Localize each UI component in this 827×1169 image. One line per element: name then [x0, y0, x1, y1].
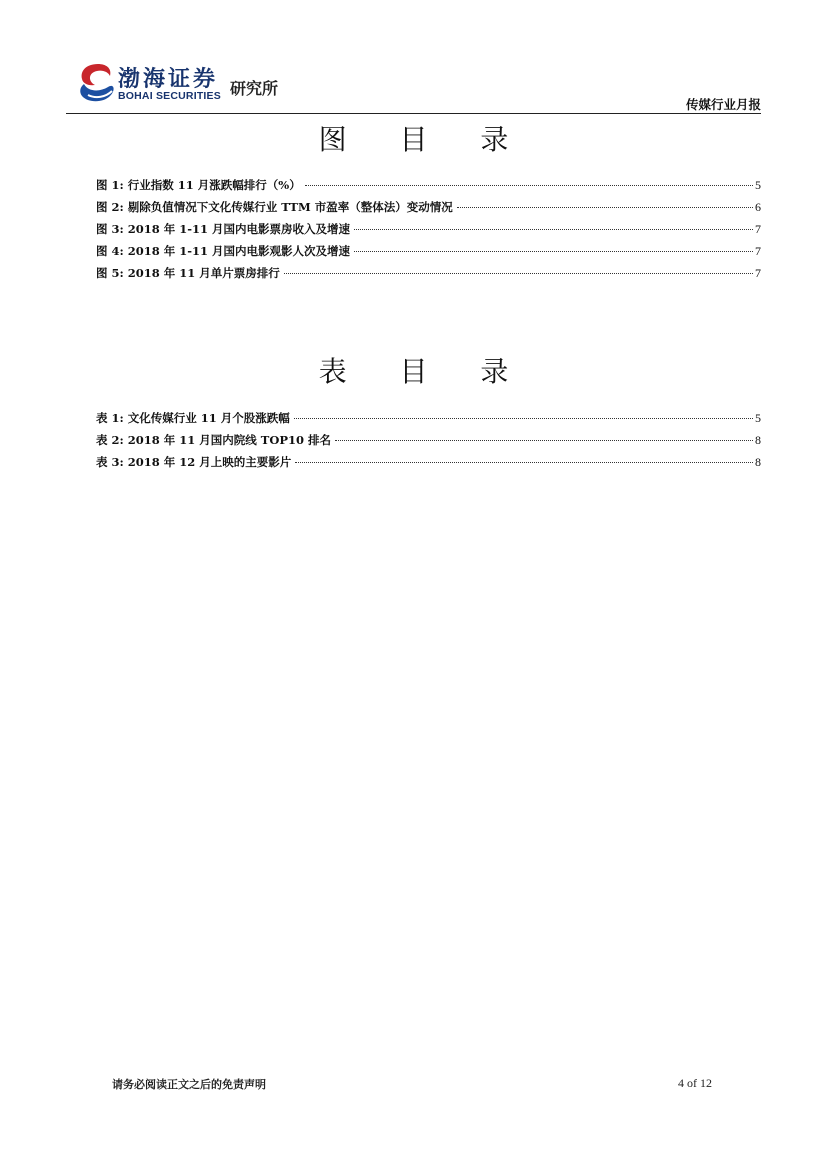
toc-entry-page: 7 [755, 222, 761, 236]
figures-toc-title: 图 目 录 [318, 123, 531, 156]
toc-leader [354, 229, 753, 230]
toc-entry[interactable] [96, 243, 761, 265]
toc-leader [335, 440, 753, 441]
toc-entry-page: 6 [755, 200, 761, 214]
logo-department: 研究所 [230, 79, 279, 98]
logo-chinese-name: 渤海证券 [118, 66, 219, 92]
toc-leader [457, 207, 753, 208]
toc-entry-label: 图 4: 2018 年 1-11 月国内电影观影人次及增速 [96, 244, 351, 258]
toc-entry[interactable] [96, 410, 761, 432]
toc-entry-label: 表 2: 2018 年 11 月国内院线 TOP10 排名 [96, 433, 332, 447]
logo-english-name: BOHAI SECURITIES [118, 90, 221, 102]
toc-entry[interactable] [96, 177, 761, 199]
toc-entry[interactable] [96, 221, 761, 243]
toc-entry-label: 表 1: 文化传媒行业 11 月个股涨跌幅 [96, 411, 290, 425]
toc-entry-page: 5 [755, 411, 761, 425]
toc-entry[interactable] [96, 199, 761, 221]
toc-leader [354, 251, 753, 252]
figures-toc-list [96, 177, 761, 287]
page-header [0, 0, 827, 120]
toc-entry-label: 图 2: 剔除负值情况下文化传媒行业 TTM 市盈率（整体法）变动情况 [96, 200, 453, 214]
bohai-logo-icon [78, 62, 118, 106]
toc-entry-page: 8 [755, 433, 761, 447]
toc-leader [294, 418, 753, 419]
toc-entry-page: 5 [755, 178, 761, 192]
toc-entry-label: 图 5: 2018 年 11 月单片票房排行 [96, 266, 280, 280]
toc-entry[interactable] [96, 454, 761, 476]
toc-entry-label: 图 3: 2018 年 1-11 月国内电影票房收入及增速 [96, 222, 351, 236]
header-divider [66, 113, 761, 114]
company-logo [78, 62, 308, 107]
toc-entry-label: 表 3: 2018 年 12 月上映的主要影片 [96, 455, 292, 469]
toc-entry-page: 7 [755, 266, 761, 280]
toc-entry[interactable] [96, 265, 761, 287]
toc-leader [295, 462, 753, 463]
toc-entry-label: 图 1: 行业指数 11 月涨跌幅排行（%） [96, 178, 301, 192]
toc-entry[interactable] [96, 432, 761, 454]
tables-toc-title: 表 目 录 [318, 355, 531, 388]
report-type: 传媒行业月报 [685, 97, 761, 112]
page-number: 4 of 12 [678, 1076, 712, 1090]
toc-entry-page: 8 [755, 455, 761, 469]
toc-leader [284, 273, 753, 274]
tables-toc-list [96, 410, 761, 476]
toc-entry-page: 7 [755, 244, 761, 258]
toc-leader [305, 185, 753, 186]
disclaimer-note: 请务必阅读正文之后的免责声明 [112, 1078, 266, 1091]
